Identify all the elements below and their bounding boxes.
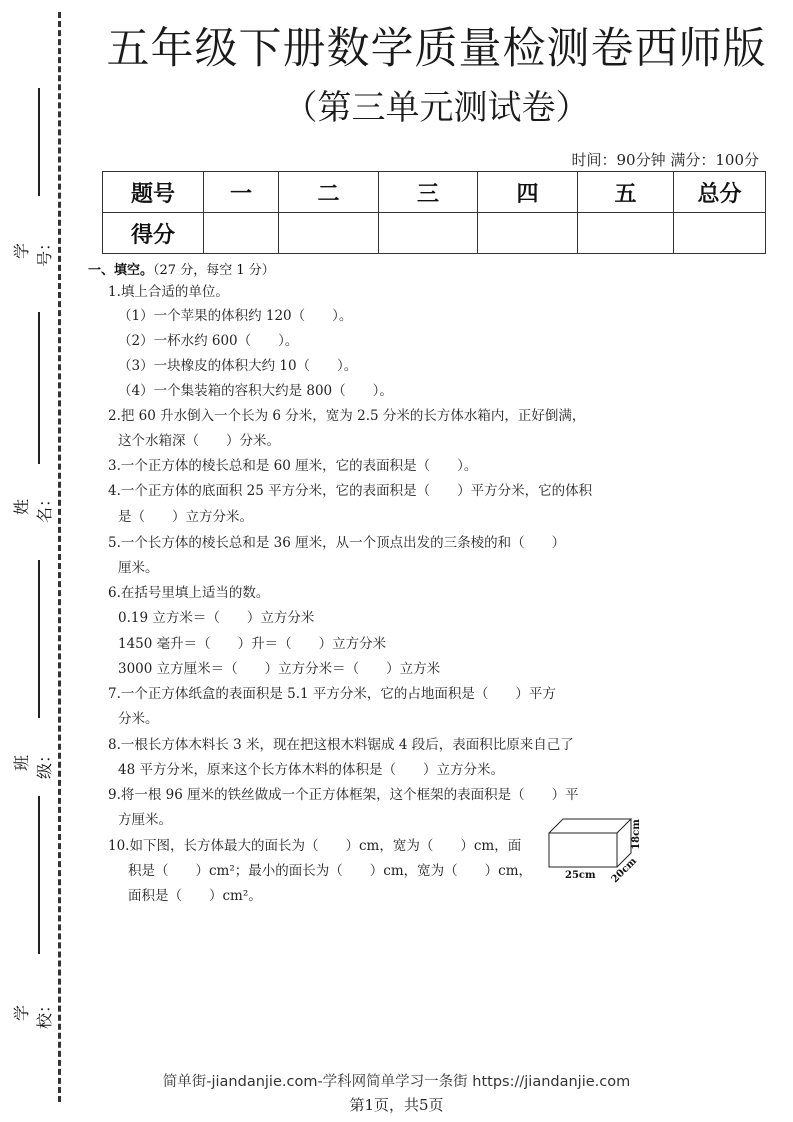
question-1-item: （3）一块橡皮的体积大约 10（ ）。 [118,358,358,374]
table-cell: 题号 [103,172,204,213]
page-number: 第1页，共5页 [349,1096,444,1114]
section-note: （27 分，每空 1 分） [153,263,275,278]
score-input-cell[interactable] [279,213,379,254]
question-4-cont: 是（ ）立方分米。 [118,509,253,525]
question-1-item: （4）一个集装箱的容积大约是 800（ ）。 [118,383,393,399]
question-2-cont: 这个水箱深（ ）分米。 [118,433,280,449]
question-7: 7.一个正方体纸盒的表面积是 5.1 平方分米，它的占地面积是（ ）平方 [108,686,556,702]
page-subtitle: （第三单元测试卷） [283,88,590,128]
question-6-item: 3000 立方厘米＝（ ）立方分米＝（ ）立方米 [118,661,441,677]
question-6-item: 1450 毫升＝（ ）升＝（ ）立方分米 [118,636,387,652]
score-input-cell[interactable] [478,213,578,254]
figure-width-label: 20cm [609,855,640,886]
score-input-cell[interactable] [204,213,279,254]
table-cell: 四 [478,172,578,213]
score-table-score-row [103,213,766,254]
section-heading [88,259,275,278]
name-label: 姓名： [12,491,54,524]
question-10-cont: 面积是（ ）cm²。 [128,888,262,904]
score-table [102,171,766,254]
section-title: 一、填空。 [88,263,154,278]
figure-height-label: 18cm [630,819,642,850]
name-line[interactable] [38,312,40,464]
question-5-cont: 厘米。 [118,560,159,576]
question-5: 5.一个长方体的棱长总和是 36 厘米，从一个顶点出发的三条棱的和（ ） [108,535,566,551]
question-6-item: 0.19 立方米＝（ ）立方分米 [118,610,315,626]
table-cell: 得分 [103,213,204,254]
score-table-header-row [103,172,766,213]
question-8: 8.一根长方体木料长 3 米，现在把这根木料锯成 4 段后，表面积比原来自己了 [108,737,574,753]
question-4: 4.一个正方体的底面积 25 平方分米，它的表面积是（ ）平方分米，它的体积 [108,483,593,499]
question-9: 9.将一根 96 厘米的铁丝做成一个正方体框架，这个框架的表面积是（ ）平 [108,787,579,803]
cuboid-figure [545,815,645,885]
question-8-cont: 48 平方分米，原来这个长方体木料的体积是（ ）立方分米。 [118,762,504,778]
question-7-cont: 分米。 [118,711,159,727]
table-cell: 一 [204,172,279,213]
school-label: 学校： [12,997,54,1030]
watermark-footer: 简单街-jiandanjie.com-学科网简单学习一条街 https://jiandanjie.com [162,1074,631,1090]
table-cell: 三 [379,172,478,213]
score-input-cell[interactable] [674,213,766,254]
score-input-cell[interactable] [578,213,674,254]
question-3: 3.一个正方体的棱长总和是 60 厘米，它的表面积是（ ）。 [108,458,478,474]
question-9-cont: 方厘米。 [118,812,172,828]
class-label: 班级： [12,747,54,780]
question-2: 2.把 60 升水倒入一个长为 6 分米，宽为 2.5 分米的长方体水箱内，正好倒满， [108,408,586,424]
student-id-label: 学号： [12,235,54,268]
table-cell: 二 [279,172,379,213]
class-line[interactable] [38,560,40,718]
binding-dashed-line [58,12,61,1102]
question-1: 1.填上合适的单位。 [108,284,229,300]
table-cell: 五 [578,172,674,213]
table-cell: 总分 [674,172,766,213]
question-6: 6.在括号里填上适当的数。 [108,585,270,601]
exam-meta: 时间：90分钟 满分：100分 [571,151,759,169]
question-1-item: （2）一杯水约 600（ ）。 [118,333,299,349]
figure-length-label: 25cm [565,870,596,881]
school-line[interactable] [38,796,40,954]
question-1-item: （1）一个苹果的体积约 120（ ）。 [118,308,353,324]
page-title: 五年级下册数学质量检测卷西师版 [106,24,767,74]
score-input-cell[interactable] [379,213,478,254]
question-10: 10.如下图，长方体最大的面长为（ ）cm，宽为（ ）cm，面 [108,838,522,854]
question-10-cont: 积是（ ）cm²；最小的面长为（ ）cm，宽为（ ）cm， [128,863,532,879]
